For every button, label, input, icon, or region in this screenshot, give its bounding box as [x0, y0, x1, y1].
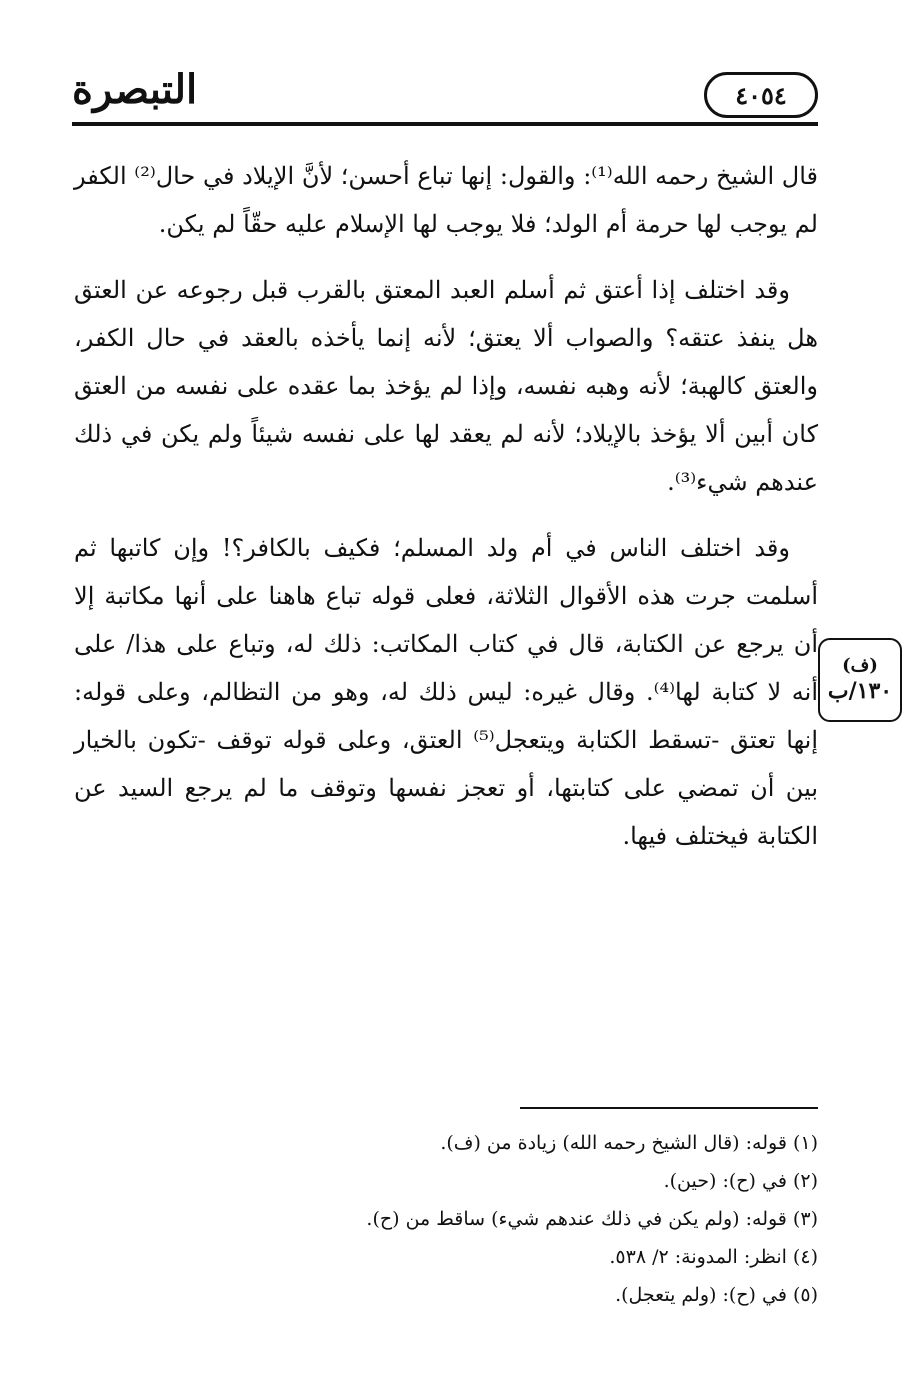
- page-header: [72, 62, 818, 128]
- folio-number: ١٣٠/ب: [827, 678, 893, 704]
- footnote-divider: [520, 1107, 818, 1109]
- footnote-3: (٣) قوله: (ولم يكن في ذلك عندهم شيء) ساقط من (ح).: [366, 1208, 818, 1230]
- header-divider: [72, 122, 818, 126]
- folio-source: (ف): [842, 655, 878, 676]
- footnote-5: (٥) في (ح): (ولم يتعجل).: [615, 1284, 818, 1306]
- book-title: التبصرة: [72, 66, 198, 113]
- paragraph-1: قال الشيخ رحمه الله⁽¹⁾: والقول: إنها تباع أحسن؛ لأنَّ الإيلاد في حال⁽²⁾ الكفر لم يوجب لها حرمة أم الولد؛ فلا يوجب لها الإسلام عليه حقّاً لم يكن.: [74, 162, 819, 238]
- main-text: [74, 152, 818, 878]
- paragraph-2: وقد اختلف إذا أعتق ثم أسلم العبد المعتق بالقرب قبل رجوعه عن العتق هل ينفذ عتقه؟ والصواب ألا يعتق؛ لأنه إنما يأخذه بالعقد في حال الكفر، والعتق كالهبة؛ لأنه وهبه نفسه، وإذا لم يؤخذ بما عقده على نفسه من العتق كان أبين ألا يؤخذ بالإيلاد؛ لأنه لم يعقد لها على نفسه شيئاً ولم يكن في ذلك عندهم شيء⁽³⁾.: [74, 276, 818, 496]
- footnotes: [74, 1124, 818, 1314]
- manuscript-folio-note: [818, 638, 902, 722]
- footnote-1: (١) قوله: (قال الشيخ رحمه الله) زيادة من (ف).: [440, 1132, 818, 1154]
- paragraph-3: وقد اختلف الناس في أم ولد المسلم؛ فكيف بالكافر؟! وإن كاتبها ثم أسلمت جرت هذه الأقوال الثلاثة، فعلى قوله تباع هاهنا على أنها مكاتبة إلا أن يرجع عن الكتابة، قال في كتاب المكاتب: ذلك له، وتباع على هذا/ على أنه لا كتابة لها⁽⁴⁾. وقال غيره: ليس ذلك له، وهو من التظالم، وعلى قوله: إنها تعتق -تسقط الكتابة ويتعجل⁽⁵⁾ العتق، وعلى قوله توقف -تكون بالخيار بين أن تمضي على كتابتها، أو تعجز نفسها وتوقف ما لم يرجع السيد عن الكتابة فيختلف فيها.: [74, 534, 818, 850]
- footnote-4: (٤) انظر: المدونة: ٢/ ٥٣٨.: [609, 1246, 818, 1268]
- footnote-2: (٢) في (ح): (حين).: [663, 1170, 818, 1192]
- page-number: ٤٠٥٤: [704, 72, 818, 118]
